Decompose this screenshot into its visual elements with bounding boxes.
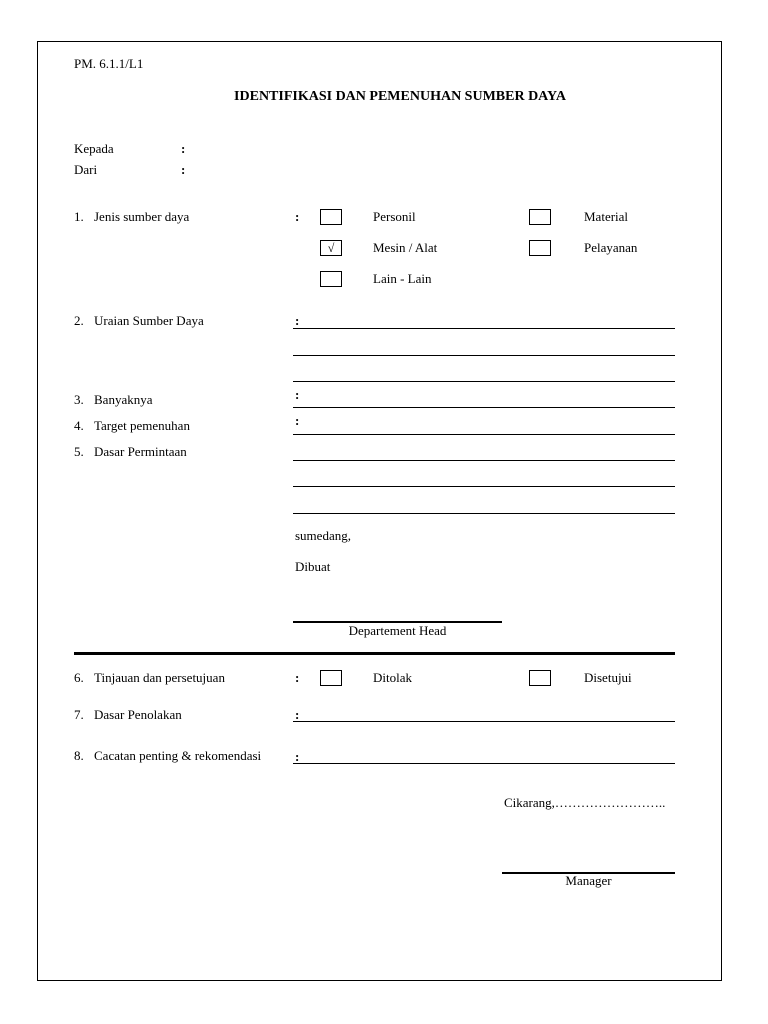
item-8-colon: : — [295, 749, 300, 764]
mesin-alat-checkbox[interactable]: √ — [320, 240, 342, 256]
material-label: Material — [584, 209, 629, 224]
item-2-label: Uraian Sumber Daya — [94, 313, 204, 328]
banyaknya-line[interactable] — [293, 407, 675, 408]
lain-lain-label: Lain - Lain — [373, 271, 432, 286]
personil-label: Personil — [373, 209, 416, 224]
pelayanan-label: Pelayanan — [584, 240, 638, 255]
target-line[interactable] — [293, 434, 675, 435]
form-title: IDENTIFIKASI DAN PEMENUHAN SUMBER DAYA — [234, 89, 566, 104]
dasar-penolakan-line[interactable] — [293, 721, 675, 722]
signature-place: sumedang, — [295, 528, 351, 543]
dasar-permintaan-line-2[interactable] — [293, 486, 675, 487]
item-6-colon: : — [295, 670, 300, 685]
item-5-label: Dasar Permintaan — [94, 444, 187, 459]
document-code: PM. 6.1.1/L1 — [74, 56, 144, 71]
kepada-label: Kepada — [74, 141, 114, 156]
item-4-label: Target pemenuhan — [94, 418, 190, 433]
ditolak-checkbox[interactable] — [320, 670, 342, 686]
uraian-line-2[interactable] — [293, 355, 675, 356]
ditolak-label: Ditolak — [373, 670, 412, 685]
dari-colon: : — [181, 162, 186, 177]
manager-label: Manager — [565, 873, 612, 888]
material-checkbox[interactable] — [529, 209, 551, 225]
item-7-colon: : — [295, 707, 300, 722]
item-6-number: 6. — [74, 670, 84, 685]
item-1-number: 1. — [74, 209, 84, 224]
signature-made-by: Dibuat — [295, 559, 331, 574]
item-3-label: Banyaknya — [94, 392, 153, 407]
item-1-label: Jenis sumber daya — [94, 209, 190, 224]
item-4-colon: : — [295, 413, 300, 428]
item-7-label: Dasar Penolakan — [94, 707, 182, 722]
item-2-colon: : — [295, 313, 300, 328]
item-1-colon: : — [295, 209, 300, 224]
disetujui-checkbox[interactable] — [529, 670, 551, 686]
kepada-colon: : — [181, 141, 186, 156]
item-8-label: Cacatan penting & rekomendasi — [94, 748, 262, 763]
personil-checkbox[interactable] — [320, 209, 342, 225]
pelayanan-checkbox[interactable] — [529, 240, 551, 256]
item-3-number: 3. — [74, 392, 84, 407]
form-border — [37, 41, 722, 981]
disetujui-label: Disetujui — [584, 670, 632, 685]
manager-place-date: Cikarang,…………………….. — [504, 795, 666, 810]
dasar-permintaan-line-3[interactable] — [293, 513, 675, 514]
cacatan-line[interactable] — [293, 763, 675, 764]
item-4-number: 4. — [74, 418, 84, 433]
lain-lain-checkbox[interactable] — [320, 271, 342, 287]
item-6-label: Tinjauan dan persetujuan — [94, 670, 225, 685]
item-8-number: 8. — [74, 748, 84, 763]
item-5-number: 5. — [74, 444, 84, 459]
dept-head-label: Departement Head — [348, 623, 447, 638]
item-7-number: 7. — [74, 707, 84, 722]
dasar-permintaan-line-1[interactable] — [293, 460, 675, 461]
item-3-colon: : — [295, 387, 300, 402]
uraian-line-1[interactable] — [293, 328, 675, 329]
mesin-alat-label: Mesin / Alat — [373, 240, 438, 255]
section-divider — [74, 652, 675, 655]
uraian-line-3[interactable] — [293, 381, 675, 382]
item-2-number: 2. — [74, 313, 84, 328]
dari-label: Dari — [74, 162, 98, 177]
